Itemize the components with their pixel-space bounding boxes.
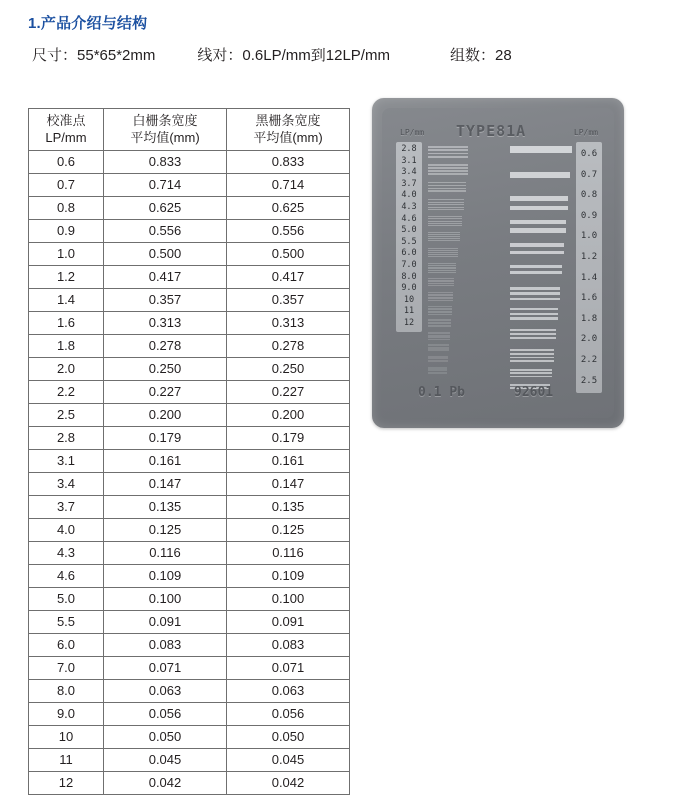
- bar: [428, 350, 449, 351]
- calibration-table: [28, 108, 350, 795]
- table-cell: 1.0: [29, 243, 104, 266]
- bar: [428, 267, 456, 268]
- bar: [428, 182, 466, 183]
- table-cell: 12: [29, 772, 104, 795]
- table-cell: 4.6: [29, 565, 104, 588]
- table-row: [29, 657, 350, 680]
- card-brand-label: TYPE81A: [456, 122, 527, 140]
- table-cell: 0.8: [29, 197, 104, 220]
- spec-groups-label: 组数：: [449, 47, 495, 64]
- bar: [428, 234, 460, 235]
- table-row: [29, 680, 350, 703]
- spec-summary: [32, 44, 652, 65]
- bar: [510, 329, 556, 331]
- bar: [510, 228, 566, 232]
- card-left-label-column: [396, 142, 422, 332]
- table-row: [29, 312, 350, 335]
- table-row: [29, 427, 350, 450]
- table-cell: 0.6: [29, 151, 104, 174]
- bar: [428, 280, 454, 281]
- card-label: 3.7: [401, 178, 417, 189]
- bar: [428, 223, 462, 224]
- table-cell: 0.063: [227, 680, 350, 703]
- column-header-line: LP/mm: [45, 130, 87, 145]
- table-cell: 0.227: [227, 381, 350, 404]
- bar-pattern: [428, 232, 460, 244]
- table-cell: 0.250: [104, 358, 227, 381]
- table-cell: 0.313: [104, 312, 227, 335]
- table-cell: 0.045: [104, 749, 227, 772]
- bar: [510, 172, 570, 178]
- table-cell: 0.109: [227, 565, 350, 588]
- table-cell: 8.0: [29, 680, 104, 703]
- table-row: [29, 542, 350, 565]
- spec-size-label: 尺寸：: [32, 47, 78, 64]
- card-label: 2.5: [580, 375, 598, 386]
- page-title: 1.产品介绍与结构: [28, 15, 148, 32]
- bar: [428, 254, 458, 255]
- table-cell: 0.179: [227, 427, 350, 450]
- table-row: [29, 519, 350, 542]
- table-header-row: [29, 109, 350, 151]
- bar-pattern: [428, 216, 462, 228]
- bar-pattern: [510, 243, 564, 261]
- table-cell: 0.045: [227, 749, 350, 772]
- card-label: 7.0: [401, 259, 417, 270]
- table-cell: 0.083: [104, 634, 227, 657]
- card-label: 1.2: [580, 251, 598, 262]
- table-row: [29, 473, 350, 496]
- bar: [510, 298, 560, 301]
- table-cell: 0.313: [227, 312, 350, 335]
- lp-unit-label-left: LP/mm: [400, 128, 425, 137]
- bar: [428, 202, 464, 203]
- table-row: [29, 588, 350, 611]
- table-cell: 0.7: [29, 174, 104, 197]
- bar: [510, 372, 552, 374]
- test-card-face: [382, 108, 614, 418]
- table-cell: 0.100: [104, 588, 227, 611]
- bar: [428, 283, 454, 284]
- bar: [510, 313, 558, 315]
- bar-pattern: [428, 199, 464, 212]
- table-cell: 2.0: [29, 358, 104, 381]
- bar: [510, 292, 560, 295]
- bar-pattern: [428, 164, 468, 178]
- card-label: 1.8: [580, 313, 598, 324]
- bar: [510, 369, 552, 371]
- bar: [428, 270, 456, 271]
- fine-bar-pattern-group: [428, 144, 494, 392]
- bar-pattern: [510, 172, 570, 192]
- bar: [428, 373, 447, 374]
- card-serial-number: 92601: [514, 385, 554, 400]
- bar: [428, 218, 462, 219]
- bar-pattern: [428, 332, 450, 340]
- table-cell: 0.109: [104, 565, 227, 588]
- bar: [510, 317, 558, 319]
- table-cell: 0.091: [227, 611, 350, 634]
- card-label: 0.6: [580, 149, 598, 159]
- table-cell: 2.5: [29, 404, 104, 427]
- bar-pattern: [510, 349, 554, 365]
- bar: [428, 146, 468, 148]
- table-cell: 3.4: [29, 473, 104, 496]
- table-cell: 0.056: [227, 703, 350, 726]
- bar-pattern: [510, 369, 552, 381]
- bar: [428, 281, 454, 282]
- bar: [510, 251, 564, 255]
- table-cell: 7.0: [29, 657, 104, 680]
- bar-pattern: [428, 306, 452, 315]
- table-cell: 1.8: [29, 335, 104, 358]
- table-row: [29, 174, 350, 197]
- bar: [428, 314, 452, 315]
- bar: [510, 243, 564, 247]
- table-cell: 0.179: [104, 427, 227, 450]
- bar: [428, 272, 456, 273]
- table-cell: 0.200: [104, 404, 227, 427]
- bar: [428, 263, 456, 264]
- table-cell: 0.833: [104, 151, 227, 174]
- card-label: 1.0: [580, 231, 598, 242]
- column-header-line: 平均值(mm): [253, 130, 323, 145]
- bar: [428, 339, 450, 340]
- card-label: 8.0: [401, 271, 417, 282]
- bar-pattern: [510, 196, 568, 216]
- table-cell: 0.556: [227, 220, 350, 243]
- bar: [428, 265, 456, 266]
- table-cell: 0.116: [227, 542, 350, 565]
- table-cell: 10: [29, 726, 104, 749]
- bar: [428, 268, 456, 269]
- table-cell: 0.116: [104, 542, 227, 565]
- table-cell: 0.147: [104, 473, 227, 496]
- table-row: [29, 266, 350, 289]
- table-cell: 0.071: [227, 657, 350, 680]
- card-label: 2.0: [580, 334, 598, 345]
- card-label: 10: [403, 294, 415, 305]
- table-row: [29, 772, 350, 795]
- bar: [428, 361, 448, 362]
- bar: [510, 333, 556, 335]
- table-cell: 1.2: [29, 266, 104, 289]
- spec-linepair-value: 0.6LP/mm到12LP/mm: [242, 47, 390, 64]
- table-cell: 4.0: [29, 519, 104, 542]
- bar: [428, 185, 466, 186]
- bar-pattern: [428, 248, 458, 259]
- bar: [510, 349, 554, 351]
- table-cell: 2.2: [29, 381, 104, 404]
- table-row: [29, 496, 350, 519]
- spec-groups-value: 28: [494, 47, 512, 64]
- card-label: 9.0: [401, 283, 417, 294]
- table-cell: 0.083: [227, 634, 350, 657]
- table-cell: 0.100: [227, 588, 350, 611]
- table-row: [29, 450, 350, 473]
- card-label: 4.0: [401, 190, 417, 201]
- card-label: 11: [403, 306, 415, 317]
- bar-pattern: [510, 146, 572, 168]
- card-label: 2.8: [401, 144, 417, 154]
- card-label: 5.5: [401, 236, 417, 247]
- table-cell: 5.5: [29, 611, 104, 634]
- table-cell: 0.833: [227, 151, 350, 174]
- bar: [428, 232, 460, 233]
- column-header-line: 白栅条宽度: [132, 113, 198, 128]
- bar: [428, 285, 454, 286]
- bar-pattern: [428, 319, 451, 328]
- column-header-black-bar-width: [227, 109, 350, 151]
- bar: [428, 225, 462, 226]
- table-row: [29, 726, 350, 749]
- bar: [428, 256, 458, 257]
- table-cell: 0.042: [227, 772, 350, 795]
- table-cell: 0.042: [104, 772, 227, 795]
- bar: [428, 248, 458, 249]
- bar: [428, 250, 458, 251]
- bar: [428, 209, 464, 210]
- bar: [510, 287, 560, 290]
- product-photo: [372, 98, 624, 428]
- spec-size: [32, 44, 155, 65]
- table-cell: 0.227: [104, 381, 227, 404]
- table-cell: 0.250: [227, 358, 350, 381]
- table-row: [29, 151, 350, 174]
- card-label: 0.7: [580, 169, 598, 180]
- bar: [428, 156, 468, 158]
- table-cell: 6.0: [29, 634, 104, 657]
- bar: [428, 149, 468, 151]
- bar-pattern: [428, 278, 454, 288]
- table-cell: 0.135: [227, 496, 350, 519]
- table-cell: 3.1: [29, 450, 104, 473]
- table-cell: 2.8: [29, 427, 104, 450]
- bar-pattern: [510, 287, 560, 304]
- table-row: [29, 381, 350, 404]
- table-cell: 0.417: [227, 266, 350, 289]
- table-cell: 0.500: [104, 243, 227, 266]
- card-label: 6.0: [401, 248, 417, 259]
- bar: [428, 236, 460, 237]
- bar: [510, 271, 562, 274]
- bar-pattern: [510, 220, 566, 239]
- bar-pattern: [428, 182, 466, 195]
- bar: [428, 240, 460, 241]
- bar: [428, 300, 453, 301]
- spec-groups: [450, 44, 512, 65]
- bar: [428, 199, 464, 200]
- table-cell: 0.625: [104, 197, 227, 220]
- bar-pattern: [428, 344, 449, 352]
- table-cell: 1.4: [29, 289, 104, 312]
- table-cell: 0.050: [104, 726, 227, 749]
- table-cell: 0.556: [104, 220, 227, 243]
- card-label: 1.4: [580, 272, 598, 283]
- bar: [510, 146, 572, 153]
- table-cell: 0.056: [104, 703, 227, 726]
- bar-pattern: [428, 263, 456, 274]
- table-row: [29, 220, 350, 243]
- table-cell: 0.063: [104, 680, 227, 703]
- table-cell: 11: [29, 749, 104, 772]
- lp-unit-label-right: LP/mm: [573, 128, 598, 137]
- table-row: [29, 335, 350, 358]
- bar: [510, 265, 562, 268]
- table-row: [29, 611, 350, 634]
- table-cell: 9.0: [29, 703, 104, 726]
- table-cell: 0.135: [104, 496, 227, 519]
- table-cell: 0.278: [104, 335, 227, 358]
- table-row: [29, 749, 350, 772]
- bar-pattern: [428, 367, 447, 374]
- table-cell: 0.091: [104, 611, 227, 634]
- card-label: 12: [403, 317, 415, 328]
- bar: [510, 220, 566, 224]
- card-filter-label: 0.1 Pb: [418, 385, 465, 400]
- table-row: [29, 634, 350, 657]
- bar: [428, 188, 466, 189]
- column-header-line: 校准点: [46, 113, 86, 128]
- table-cell: 0.714: [104, 174, 227, 197]
- card-label: 0.8: [580, 190, 598, 201]
- table-cell: 0.417: [104, 266, 227, 289]
- table-cell: 0.125: [104, 519, 227, 542]
- spec-linepair: [197, 44, 390, 65]
- card-label: 3.4: [401, 167, 417, 178]
- table-cell: 0.161: [227, 450, 350, 473]
- card-label: 1.6: [580, 293, 598, 304]
- table-cell: 0.050: [227, 726, 350, 749]
- bar-pattern: [510, 308, 558, 325]
- bar: [428, 207, 464, 208]
- bar-pattern: [428, 356, 448, 363]
- table-cell: 0.625: [227, 197, 350, 220]
- card-label: 2.2: [580, 354, 598, 365]
- card-label: 5.0: [401, 225, 417, 236]
- table-cell: 0.161: [104, 450, 227, 473]
- table-cell: 0.125: [227, 519, 350, 542]
- bar: [510, 376, 552, 378]
- table-cell: 0.500: [227, 243, 350, 266]
- card-label: 3.1: [401, 155, 417, 166]
- bar: [428, 173, 468, 175]
- bar: [428, 164, 468, 166]
- table-cell: 1.6: [29, 312, 104, 335]
- bar: [428, 190, 466, 191]
- table-cell: 0.147: [227, 473, 350, 496]
- bar: [510, 308, 558, 310]
- bar: [510, 337, 556, 339]
- column-header-calibration-point: [29, 109, 104, 151]
- bar: [428, 252, 458, 253]
- bar-pattern: [428, 292, 453, 302]
- bar: [428, 326, 451, 327]
- table-row: [29, 289, 350, 312]
- bar: [428, 153, 468, 155]
- table-cell: 0.200: [227, 404, 350, 427]
- bar: [428, 221, 462, 222]
- bar-pattern: [510, 329, 556, 345]
- column-header-line: 平均值(mm): [130, 130, 200, 145]
- bar-pattern: [510, 265, 562, 283]
- spec-size-value: 55*65*2mm: [77, 47, 156, 64]
- bar-pattern: [428, 146, 468, 160]
- table-row: [29, 565, 350, 588]
- column-header-line: 黑栅条宽度: [255, 113, 321, 128]
- bar: [510, 357, 554, 359]
- table-cell: 0.714: [227, 174, 350, 197]
- table-cell: 3.7: [29, 496, 104, 519]
- column-header-white-bar-width: [104, 109, 227, 151]
- bar: [510, 196, 568, 201]
- coarse-bar-pattern-group: [510, 144, 588, 392]
- table-cell: 4.3: [29, 542, 104, 565]
- bar: [428, 204, 464, 205]
- table-cell: 0.357: [104, 289, 227, 312]
- table-cell: 0.071: [104, 657, 227, 680]
- test-card-body: [372, 98, 624, 428]
- table-row: [29, 404, 350, 427]
- bar: [428, 216, 462, 217]
- table-cell: 0.278: [227, 335, 350, 358]
- table-row: [29, 197, 350, 220]
- spec-linepair-label: 线对：: [197, 47, 243, 64]
- bar: [428, 170, 468, 172]
- bar: [510, 206, 568, 211]
- card-label: 4.3: [401, 201, 417, 212]
- card-label: 0.9: [580, 210, 598, 221]
- bar: [510, 360, 554, 362]
- table-cell: 5.0: [29, 588, 104, 611]
- table-row: [29, 243, 350, 266]
- table-cell: 0.357: [227, 289, 350, 312]
- table-row: [29, 703, 350, 726]
- table-row: [29, 358, 350, 381]
- table-cell: 0.9: [29, 220, 104, 243]
- bar: [510, 353, 554, 355]
- card-label: 4.6: [401, 213, 417, 224]
- bar: [428, 167, 468, 169]
- bar: [428, 238, 460, 239]
